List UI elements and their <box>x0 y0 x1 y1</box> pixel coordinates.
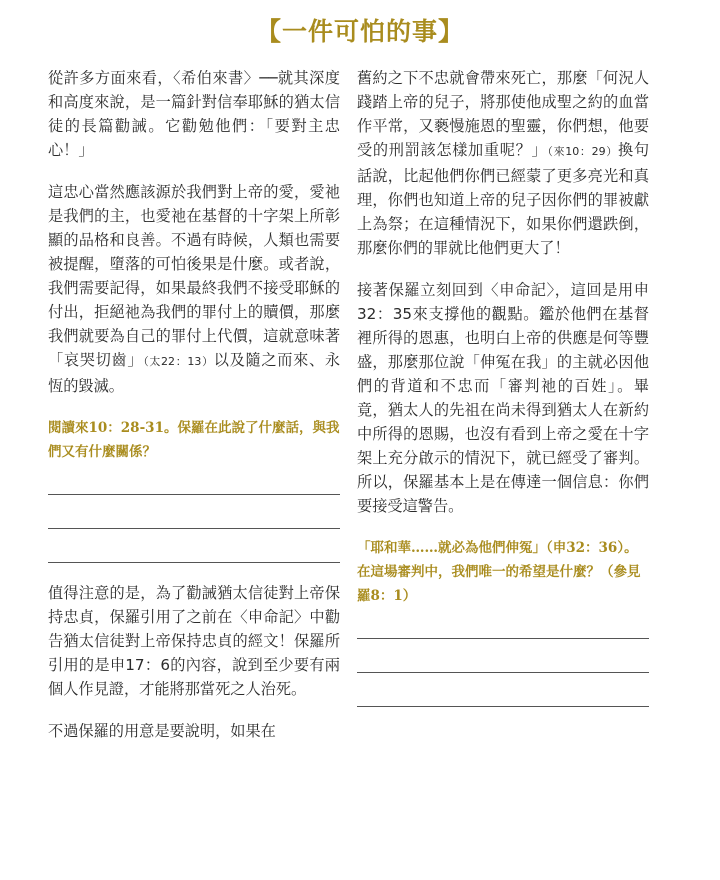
old-covenant-paragraph <box>357 66 649 260</box>
answer-line[interactable] <box>48 528 340 529</box>
answer-line[interactable] <box>48 494 340 495</box>
intro-paragraph: 從許多方面來看，〈希伯來書〉──就其深度和高度來說，是一篇針對信奉耶穌的猶太信徒的長篇勸誡。它勸勉他們：「要對主忠心！」 <box>48 69 340 159</box>
faithfulness-text-end: 以及隨之而來、永恆的毀滅。 <box>48 351 341 395</box>
scripture-reference: （來10：29） <box>547 145 618 158</box>
faithfulness-text: 這忠心當然應該源於我們對上帝的愛，愛祂是我們的主，也愛祂在基督的十字架上所彰顯的品格和良善。不過有時候，人類也需要被提醒，墮落的可怕後果是什麼。或者說，我們需要記得，如果最終我們不接受耶穌的付出，拒絕祂為我們的罪付上的贖價，那麼我們就要為自己的罪付上代價，這就意味著「哀哭切齒」 <box>48 183 340 369</box>
page-title: 【一件可怕的事】 <box>255 17 464 46</box>
answer-line[interactable] <box>48 562 340 563</box>
answer-line[interactable] <box>357 706 649 707</box>
study-question-1: 閱讀來10：28-31。保羅在此說了什麼話，與我們又有什麼關係？ <box>48 420 340 460</box>
old-covenant-text-end: 換句話說，比起他們你們已經蒙了更多亮光和真理，你們也知道上帝的兒子因你們的罪被獻上為祭；在這種情況下，如果你們還跌倒，那麼你們的罪就比他們更大了！ <box>357 141 650 257</box>
answer-line[interactable] <box>357 638 649 639</box>
right-column <box>357 66 649 725</box>
judgment-paragraph: 接著保羅立刻回到〈申命記〉，這回是用申32：35來支撐他的觀點。鑑於他們在基督裡所得的恩惠，也明白上帝的供應是何等豐盛，那麼那位說「伸冤在我」的主就必因他們的背道和不忠而「審判祂的百姓」。畢竟，猶太人的先祖在尚未得到猶太人在新約中所得的恩賜，也沒有看到上帝之愛在十字架上充分啟示的情況下，就已經受了審判。所以，保羅基本上是在傳達一個信息：你們要接受這警告。 <box>357 281 649 515</box>
faithfulness-paragraph <box>48 180 340 398</box>
continuation-paragraph: 不過保羅的用意是要說明，如果在 <box>48 722 276 740</box>
study-question-2: 「耶和華……就必為他們伸冤」（申32：36）。在這場審判中，我們唯一的希望是什麼？（參見羅8：1） <box>357 540 641 604</box>
deuteronomy-paragraph: 值得注意的是，為了勸誡猶太信徒對上帝保持忠貞，保羅引用了之前在〈申命記〉中勸告猶太信徒對上帝保持忠貞的經文！保羅所引用的是申17：6的內容，說到至少要有兩個人作見證，才能將那當死之人治死。 <box>48 584 340 698</box>
scripture-reference: （太22：13） <box>143 355 214 368</box>
answer-line[interactable] <box>357 672 649 673</box>
answer-lines-1 <box>48 494 340 563</box>
old-covenant-text: 舊約之下不忠就會帶來死亡，那麼「何況人踐踏上帝的兒子，將那使他成聖之約的血當作平常，又褻慢施恩的聖靈，你們想，他要受的刑罰該怎樣加重呢？」 <box>357 69 649 159</box>
left-column <box>48 66 340 761</box>
answer-lines-2 <box>357 638 649 707</box>
